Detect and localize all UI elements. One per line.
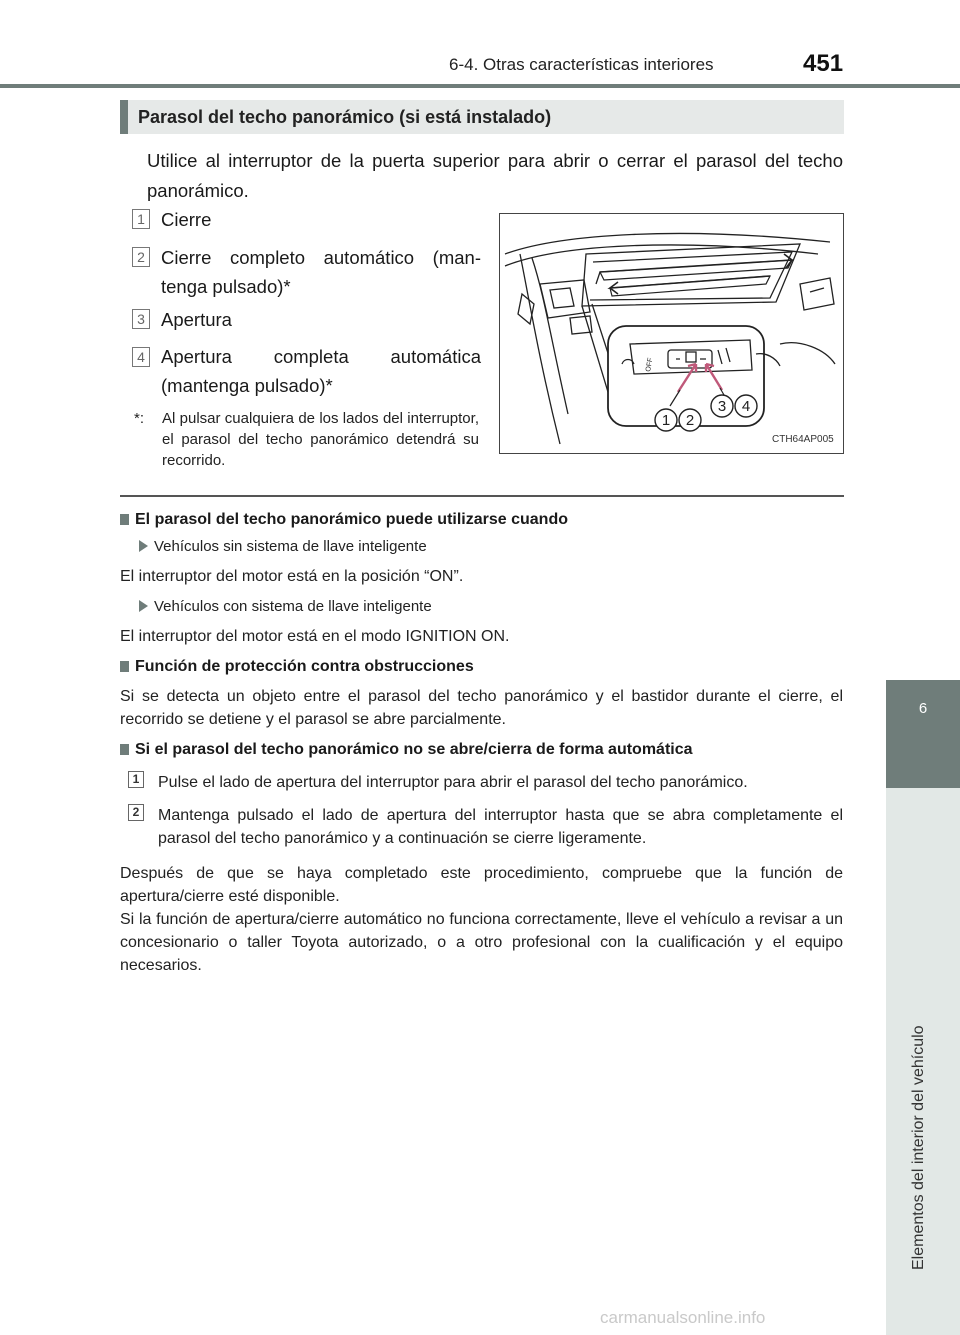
switch-off-label: OFF [645, 357, 655, 373]
after-text-2: Si la función de apertura/cierre automático no funciona correctamente, lleve el vehículo a revisar a un concesionario o taller Toyota autorizado, o a otro profesional con la cualificación y el equipo necesarios. [120, 911, 843, 974]
callout-3: 3 [717, 398, 727, 415]
heading-square-icon [120, 744, 129, 755]
figure-code: CTH64AP005 [772, 434, 834, 445]
item-badge-2: 2 [132, 247, 150, 267]
triangle-bullet-icon [139, 540, 148, 552]
case-smart-key-text: El interruptor del motor está en el modo IGNITION ON. [120, 628, 510, 645]
callout-1: 1 [661, 412, 671, 429]
section-divider [120, 495, 844, 497]
footnote-mark: *: [134, 410, 145, 427]
item-text-2-line2: tenga pulsado)* [161, 276, 291, 297]
case-no-smart-key: Vehículos sin sistema de llave inteligente [139, 538, 427, 555]
case-no-smart-key-text: El interruptor del motor está en la posición “ON”. [120, 568, 464, 585]
item-text-1: Cierre [161, 209, 212, 230]
footnote-text: Al pulsar cualquiera de los lados del interruptor, el parasol del techo panorámico detendrá su recorrido. [162, 410, 479, 469]
step-2-text: Mantenga pulsado el lado de apertura del interruptor hasta que se abra completamente el parasol del techo panorámico y a continuación se cierre ligeramente. [158, 807, 843, 847]
section-title: Parasol del techo panorámico (si está instalado) [138, 107, 552, 127]
callout-2: 2 [685, 412, 695, 429]
protection-text: Si se detecta un objeto entre el parasol del techo panorámico y el bastidor durante el cierre, el recorrido se detiene y el parasol se abre parcialmente. [120, 688, 843, 728]
watermark: carmanualsonline.info [600, 1308, 766, 1327]
chapter-tab [886, 680, 960, 788]
heading-square-icon [120, 661, 129, 672]
triangle-bullet-icon [139, 600, 148, 612]
item-text-2-line1: Cierre completo automático (man- [161, 247, 481, 268]
note-heading-manual: Si el parasol del techo panorámico no se abre/cierra de forma automática [120, 741, 693, 759]
chapter-title: Elementos del interior del vehículo [910, 1025, 927, 1270]
step-badge-2: 2 [128, 804, 144, 821]
chapter-number: 6 [918, 700, 928, 717]
item-badge-3: 3 [132, 309, 150, 329]
step-1-text: Pulse el lado de apertura del interruptor para abrir el parasol del techo panorámico. [158, 774, 748, 791]
step-badge-1: 1 [128, 771, 144, 788]
note-heading-protection: Función de protección contra obstrucciones [120, 658, 474, 676]
page-number: 451 [803, 50, 844, 77]
callout-4: 4 [741, 398, 751, 415]
note-heading-usage: El parasol del techo panorámico puede utilizarse cuando [120, 511, 568, 529]
item-badge-1: 1 [132, 209, 150, 229]
illustration-roof-shade-switch [499, 213, 844, 454]
intro-paragraph: Utilice al interruptor de la puerta superior para abrir o cerrar el parasol del techo panorámico. [147, 150, 843, 201]
section-title-accent [120, 100, 128, 134]
item-text-4-line2: (mantenga pulsado)* [161, 375, 333, 396]
item-text-3: Apertura [161, 309, 232, 330]
after-text-1: Después de que se haya completado este procedimiento, compruebe que la función de apertura/cierre esté disponible. [120, 865, 843, 905]
header-rule [0, 84, 960, 88]
header-section-title: 6-4. Otras características interiores [449, 55, 714, 74]
heading-square-icon [120, 514, 129, 525]
illustration-drawing [500, 214, 842, 452]
case-smart-key: Vehículos con sistema de llave inteligente [139, 598, 432, 615]
item-badge-4: 4 [132, 347, 150, 367]
item-text-4-line1: Apertura completa automática [161, 346, 481, 367]
